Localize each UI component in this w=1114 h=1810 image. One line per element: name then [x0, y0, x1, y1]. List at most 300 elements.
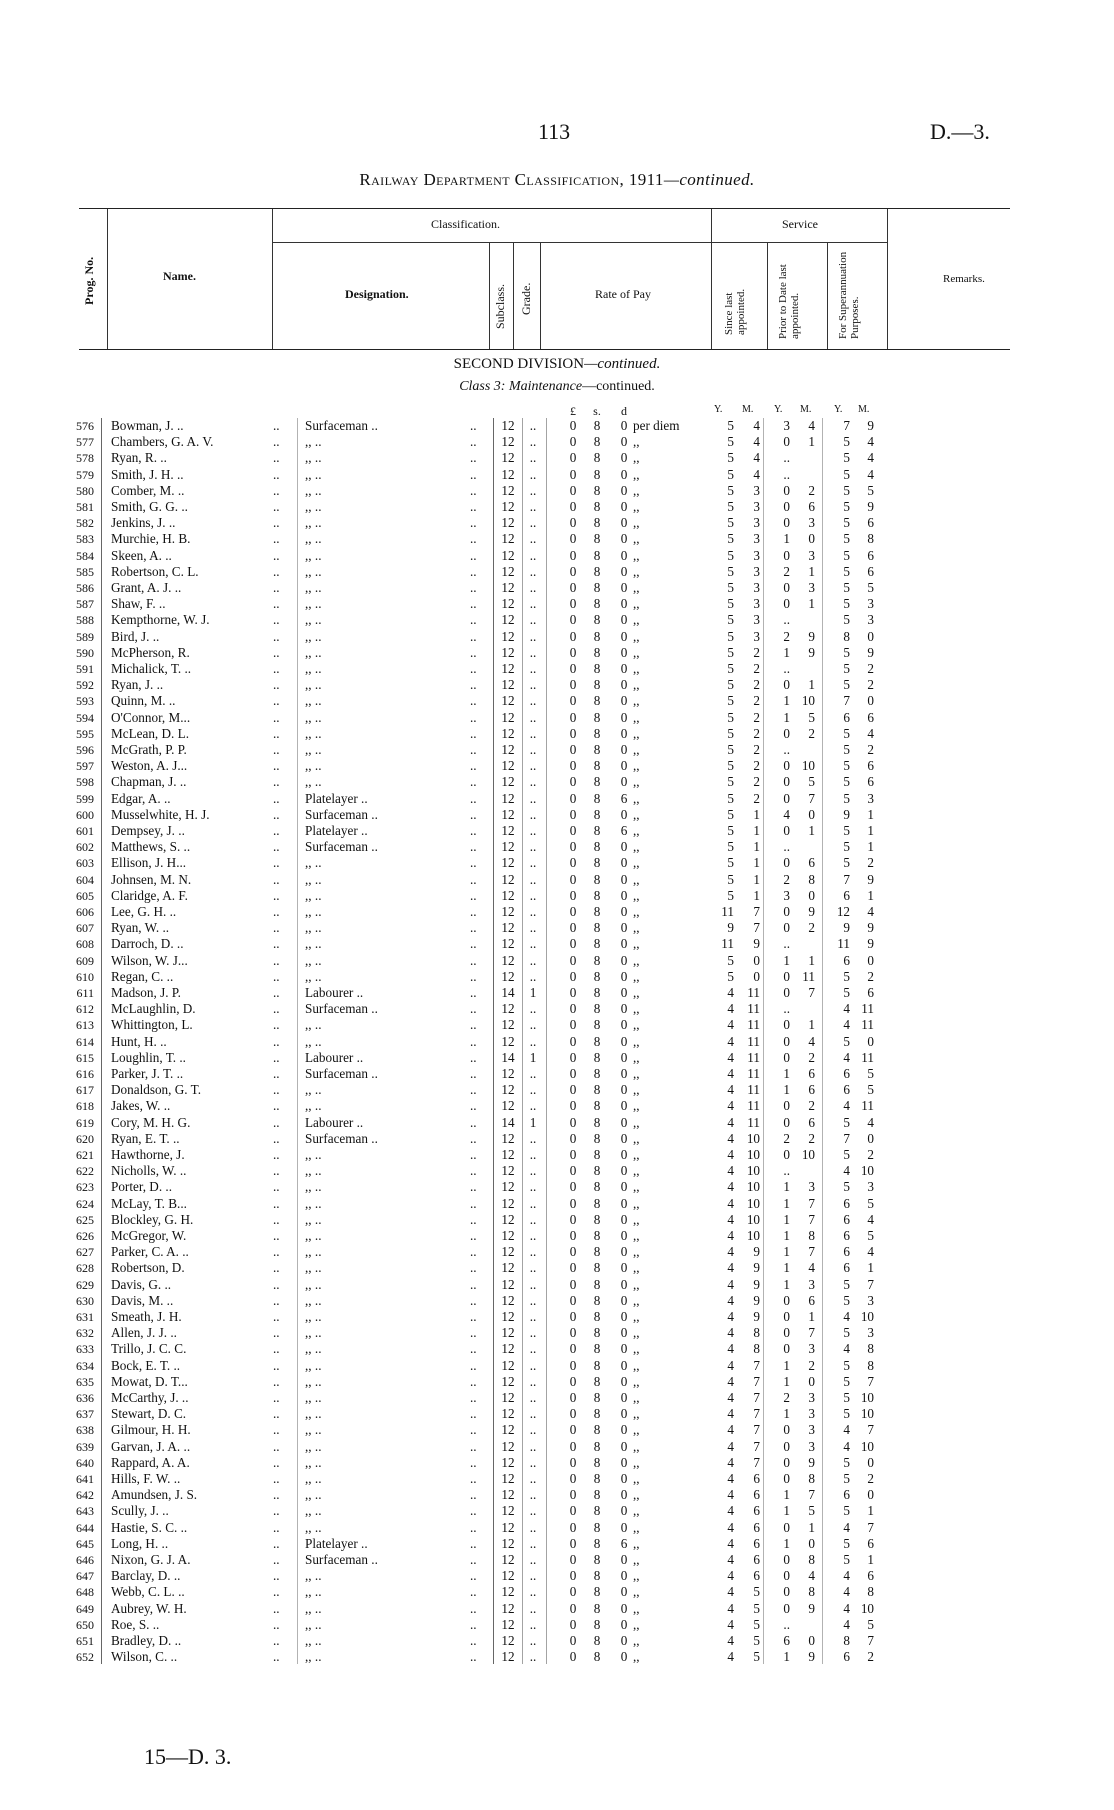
leader-dots: ..: [470, 1082, 477, 1098]
leader-dots: ..: [273, 1163, 280, 1179]
designation: ,, ..: [305, 434, 322, 450]
since-last-years: 5: [727, 661, 734, 676]
since-last-years: 4: [727, 985, 734, 1000]
prog-no: 593: [76, 694, 94, 709]
table-row: [0, 1601, 1114, 1617]
pay-period: ,,: [633, 628, 640, 644]
pay-pounds: 0: [569, 1649, 577, 1665]
prog-no: 616: [76, 1067, 94, 1081]
prog-no: 644: [76, 1520, 94, 1535]
prior-months: 4: [808, 1260, 815, 1276]
subclass: 14: [501, 985, 515, 1000]
pay-pounds: 0: [569, 1001, 577, 1017]
prog-no: 583: [76, 532, 94, 547]
pay-shillings: 8: [593, 1503, 601, 1519]
leader-dots: ..: [273, 1114, 280, 1130]
superannuation-months: 3: [867, 1292, 874, 1308]
subclass: 12: [501, 839, 515, 855]
employee-name: Johnsen, M. N.: [111, 871, 192, 887]
superannuation-years: 8: [843, 1633, 850, 1648]
pay-pounds: 0: [569, 1228, 577, 1243]
prog-no: 592: [76, 678, 94, 693]
header-superannuation: For Superannuation Purposes.: [837, 251, 861, 339]
subclass: 12: [501, 596, 515, 612]
since-last-years: 4: [727, 1471, 734, 1486]
leader-dots: ..: [470, 1195, 477, 1211]
subclass: 12: [501, 806, 515, 822]
prog-no: 648: [76, 1585, 94, 1600]
grade: ..: [529, 1309, 537, 1324]
pay-pence: 6: [620, 823, 628, 838]
subclass: 12: [501, 1292, 515, 1308]
employee-name: Jenkins, J. ..: [111, 515, 176, 531]
employee-name: Hastie, S. C. ..: [111, 1519, 188, 1535]
prior-months: 5: [808, 1503, 815, 1519]
header-remarks: Remarks.: [943, 273, 985, 285]
pay-period: ,,: [633, 1649, 640, 1665]
since-last-months: 10: [746, 1195, 760, 1211]
pay-pence: 0: [620, 499, 628, 514]
leader-dots: ..: [470, 628, 477, 644]
title-continued: —continued.: [663, 170, 755, 189]
superannuation-months: 6: [867, 758, 874, 774]
page-title: [0, 170, 1114, 190]
prior-months: 1: [808, 563, 815, 579]
designation: ,, ..: [305, 499, 322, 514]
pay-pence: 0: [620, 1163, 628, 1179]
pay-shillings: 8: [593, 742, 601, 757]
leader-dots: ..: [470, 482, 477, 498]
pay-pounds: 0: [569, 1422, 577, 1438]
prior-years: ..: [783, 450, 790, 466]
designation: ,, ..: [305, 887, 322, 903]
grade: ..: [529, 515, 537, 531]
pay-shillings: 8: [593, 1373, 601, 1389]
superannuation-years: 5: [843, 758, 850, 774]
table-row: [0, 872, 1114, 888]
leader-dots: ..: [470, 1471, 477, 1486]
prog-no: 632: [76, 1326, 94, 1341]
designation: ,, ..: [305, 1649, 322, 1665]
since-last-months: 2: [753, 774, 760, 790]
pay-period: ,,: [633, 1292, 640, 1308]
pay-period: ,,: [633, 1600, 640, 1616]
pay-pence: 0: [620, 1406, 628, 1422]
prior-years: 0: [783, 1098, 790, 1114]
pay-shillings: 8: [593, 1163, 601, 1179]
leader-dots: ..: [470, 1535, 477, 1551]
grade: ..: [529, 612, 537, 628]
employee-name: Garvan, J. A. ..: [111, 1438, 191, 1454]
since-last-months: 3: [753, 628, 760, 644]
superannuation-years: 6: [843, 1066, 850, 1081]
prior-years: 0: [783, 758, 790, 774]
pay-shillings: 8: [593, 1082, 601, 1098]
prior-years: 0: [783, 499, 790, 514]
table-row: [0, 920, 1114, 936]
superannuation-years: 9: [843, 920, 850, 936]
leader-dots: ..: [470, 1179, 477, 1195]
subclass: 12: [501, 1017, 515, 1033]
since-last-months: 2: [753, 693, 760, 709]
grade: ..: [529, 1519, 537, 1535]
table-row: [0, 1455, 1114, 1471]
pay-period: ,,: [633, 1471, 640, 1486]
leader-dots: ..: [273, 1033, 280, 1049]
since-last-months: 11: [747, 1001, 760, 1017]
employee-name: Kempthorne, W. J.: [111, 612, 210, 628]
since-last-years: 5: [727, 482, 734, 498]
leader-dots: ..: [273, 742, 280, 757]
since-last-months: 11: [747, 985, 760, 1000]
pay-pounds: 0: [569, 725, 577, 741]
since-last-years: 4: [727, 1276, 734, 1292]
superannuation-months: 2: [867, 677, 874, 693]
superannuation-years: 5: [843, 823, 850, 838]
table-row: [0, 774, 1114, 790]
leader-dots: ..: [470, 1114, 477, 1130]
subclass: 12: [501, 742, 515, 757]
since-last-months: 10: [746, 1211, 760, 1227]
subclass: 12: [501, 612, 515, 628]
pay-pence: 0: [620, 418, 628, 433]
leader-dots: ..: [470, 774, 477, 790]
employee-name: Trillo, J. C. C.: [111, 1341, 187, 1357]
table-row: [0, 1179, 1114, 1195]
superannuation-years: 5: [843, 968, 850, 984]
grade: ..: [529, 1487, 537, 1503]
table-row: [0, 726, 1114, 742]
superannuation-months: 7: [867, 1373, 874, 1389]
leader-dots: ..: [470, 839, 477, 855]
page-footer: 15—D. 3.: [144, 1744, 232, 1769]
pay-pence: 0: [620, 1309, 628, 1324]
pay-period: ,,: [633, 1276, 640, 1292]
pay-shillings: 8: [593, 1568, 601, 1584]
employee-name: Hunt, H. ..: [111, 1033, 167, 1049]
subclass: 12: [501, 725, 515, 741]
header-prior-to-date: Prior to Date last appointed.: [777, 264, 801, 339]
grade: ..: [529, 855, 537, 871]
prior-years: 2: [783, 1390, 790, 1405]
superannuation-years: 5: [843, 531, 850, 547]
prior-months: 3: [808, 547, 815, 563]
designation: ,, ..: [305, 1357, 322, 1373]
superannuation-years: 5: [843, 1552, 850, 1567]
leader-dots: ..: [273, 1082, 280, 1098]
since-last-years: 4: [727, 1552, 734, 1567]
subclass: 12: [501, 1438, 515, 1454]
superannuation-months: 11: [861, 1098, 874, 1114]
superannuation-months: 9: [867, 920, 874, 936]
pay-pounds: 0: [569, 515, 577, 531]
pay-shillings: 8: [593, 936, 601, 952]
prog-no: 613: [76, 1018, 94, 1033]
pay-pence: 0: [620, 1114, 628, 1130]
superannuation-months: 3: [867, 596, 874, 612]
pay-period: ,,: [633, 1163, 640, 1179]
designation: ,, ..: [305, 1390, 322, 1405]
grade: ..: [529, 774, 537, 790]
pay-pence: 0: [620, 887, 628, 903]
employee-name: Robertson, D.: [111, 1260, 185, 1276]
pay-pence: 0: [620, 774, 628, 790]
table-row: [0, 1212, 1114, 1228]
pay-pence: 0: [620, 1017, 628, 1033]
prog-no: 636: [76, 1391, 94, 1405]
designation: ,, ..: [305, 855, 322, 871]
prog-no: 634: [76, 1358, 94, 1373]
leader-dots: ..: [470, 612, 477, 628]
leader-dots: ..: [273, 758, 280, 774]
employee-name: Cory, M. H. G.: [111, 1114, 191, 1130]
superannuation-years: 5: [843, 644, 850, 660]
pay-pounds: 0: [569, 677, 577, 693]
pay-shillings: 8: [593, 482, 601, 498]
leader-dots: ..: [470, 1211, 477, 1227]
superannuation-months: 10: [860, 1309, 874, 1324]
leader-dots: ..: [273, 1568, 280, 1584]
leader-dots: ..: [470, 985, 477, 1000]
prior-years: 0: [783, 790, 790, 806]
prior-years: 1: [783, 693, 790, 709]
superannuation-months: 5: [867, 482, 874, 498]
superannuation-years: 5: [843, 580, 850, 595]
table-row: [0, 1260, 1114, 1276]
pay-shillings: 8: [593, 1649, 601, 1665]
employee-name: Smith, G. G. ..: [111, 499, 188, 514]
pay-pounds: 0: [569, 1503, 577, 1519]
subclass: 12: [501, 434, 515, 450]
pay-shillings: 8: [593, 1519, 601, 1535]
prog-no: 624: [76, 1196, 94, 1211]
superannuation-years: 6: [843, 1649, 850, 1665]
grade: ..: [529, 823, 537, 838]
table-row: [0, 1536, 1114, 1552]
grade: ..: [529, 1179, 537, 1195]
employee-name: Barclay, D. ..: [111, 1568, 181, 1584]
pay-pounds: 0: [569, 1098, 577, 1114]
pay-pounds: 0: [569, 1519, 577, 1535]
prog-no: 576: [76, 419, 94, 433]
since-last-years: 4: [727, 1600, 734, 1616]
superannuation-months: 2: [867, 1471, 874, 1486]
grade: ..: [529, 709, 537, 725]
designation: ,, ..: [305, 936, 322, 952]
leader-dots: ..: [470, 1017, 477, 1033]
pay-pence: 0: [620, 1001, 628, 1017]
unit-months-2: M.: [800, 404, 812, 415]
pay-period: ,,: [633, 1179, 640, 1195]
subclass: 12: [501, 1130, 515, 1146]
pay-pence: 0: [620, 677, 628, 693]
since-last-months: 9: [753, 1244, 760, 1260]
pay-pounds: 0: [569, 1033, 577, 1049]
prog-no: 581: [76, 500, 94, 514]
superannuation-years: 5: [843, 1406, 850, 1422]
table-row: [0, 677, 1114, 693]
since-last-years: 9: [727, 920, 734, 936]
subclass: 12: [501, 1373, 515, 1389]
leader-dots: ..: [470, 1276, 477, 1292]
pay-pence: 0: [620, 920, 628, 936]
employee-name: Ellison, J. H...: [111, 855, 187, 871]
prior-months: 9: [808, 1454, 815, 1470]
prog-no: 585: [76, 564, 94, 579]
pay-pence: 0: [620, 547, 628, 563]
prior-months: 9: [808, 904, 815, 919]
leader-dots: ..: [470, 742, 477, 757]
since-last-months: 5: [753, 1633, 760, 1648]
employee-name: Lee, G. H. ..: [111, 904, 177, 919]
grade: ..: [529, 1568, 537, 1584]
table-row: [0, 1374, 1114, 1390]
designation: ,, ..: [305, 774, 322, 790]
since-last-months: 11: [747, 1066, 760, 1081]
table-row: [0, 1341, 1114, 1357]
superannuation-months: 9: [867, 936, 874, 952]
leader-dots: ..: [273, 709, 280, 725]
prog-no: 647: [76, 1569, 94, 1584]
leader-dots: ..: [470, 709, 477, 725]
employee-name: McGregor, W.: [111, 1228, 187, 1243]
prog-no: 639: [76, 1439, 94, 1454]
employee-name: Dempsey, J. ..: [111, 823, 185, 838]
leader-dots: ..: [273, 499, 280, 514]
since-last-years: 5: [727, 742, 734, 757]
table-row: [0, 953, 1114, 969]
pay-pounds: 0: [569, 418, 577, 433]
superannuation-years: 4: [843, 1422, 850, 1438]
prior-months: 10: [801, 1147, 815, 1162]
pay-shillings: 8: [593, 1292, 601, 1308]
prior-years: 0: [783, 1341, 790, 1357]
pay-shillings: 8: [593, 1600, 601, 1616]
prog-no: 631: [76, 1310, 94, 1324]
table-row: [0, 855, 1114, 871]
superannuation-months: 7: [867, 1276, 874, 1292]
pay-period: ,,: [633, 1357, 640, 1373]
superannuation-years: 5: [843, 515, 850, 531]
pay-shillings: 8: [593, 1147, 601, 1162]
employee-name: Davis, M. ..: [111, 1292, 174, 1308]
pay-pence: 0: [620, 985, 628, 1000]
leader-dots: ..: [273, 1390, 280, 1405]
since-last-months: 7: [753, 1454, 760, 1470]
employee-name: Smith, J. H. ..: [111, 466, 184, 482]
employee-name: Musselwhite, H. J.: [111, 806, 210, 822]
pay-pounds: 0: [569, 434, 577, 450]
since-last-months: 2: [753, 709, 760, 725]
subclass: 12: [501, 1211, 515, 1227]
since-last-months: 10: [746, 1179, 760, 1195]
since-last-years: 4: [727, 1163, 734, 1179]
since-last-months: 7: [753, 1373, 760, 1389]
designation: ,, ..: [305, 1422, 322, 1438]
since-last-months: 4: [753, 466, 760, 482]
leader-dots: ..: [273, 1633, 280, 1648]
since-last-months: 6: [753, 1471, 760, 1486]
superannuation-months: 8: [867, 1584, 874, 1600]
pay-pounds: 0: [569, 693, 577, 709]
grade: ..: [529, 1211, 537, 1227]
pay-period: ,,: [633, 968, 640, 984]
prog-no: 637: [76, 1407, 94, 1422]
subclass: 12: [501, 790, 515, 806]
prior-years: 1: [783, 1260, 790, 1276]
designation: Surfaceman ..: [305, 1552, 378, 1567]
superannuation-years: 4: [843, 1017, 850, 1033]
prog-no: 625: [76, 1212, 94, 1227]
subclass: 12: [501, 628, 515, 644]
prog-no: 646: [76, 1553, 94, 1567]
prog-no: 612: [76, 1002, 94, 1017]
prior-months: 1: [808, 1309, 815, 1324]
pay-pence: 0: [620, 1487, 628, 1503]
pay-pence: 0: [620, 952, 628, 968]
grade: ..: [529, 1600, 537, 1616]
leader-dots: ..: [273, 871, 280, 887]
pay-shillings: 8: [593, 1422, 601, 1438]
grade: ..: [529, 1649, 537, 1665]
superannuation-years: 5: [843, 1390, 850, 1405]
superannuation-years: 5: [843, 1535, 850, 1551]
grade: ..: [529, 450, 537, 466]
superannuation-months: 1: [867, 1260, 874, 1276]
prior-months: 10: [801, 758, 815, 774]
prior-months: 7: [808, 1195, 815, 1211]
subclass: 12: [501, 774, 515, 790]
pay-pence: 0: [620, 1147, 628, 1162]
since-last-months: 6: [753, 1568, 760, 1584]
grade: ..: [529, 1001, 537, 1017]
pay-pounds: 0: [569, 709, 577, 725]
employee-name: McLay, T. B...: [111, 1195, 187, 1211]
leader-dots: ..: [273, 823, 280, 838]
pay-shillings: 8: [593, 628, 601, 644]
prior-years: 1: [783, 1195, 790, 1211]
leader-dots: ..: [273, 855, 280, 871]
table-row: [0, 1422, 1114, 1438]
superannuation-months: 6: [867, 1568, 874, 1584]
table-row: [0, 969, 1114, 985]
since-last-years: 5: [727, 758, 734, 774]
pay-shillings: 8: [593, 1406, 601, 1422]
superannuation-months: 7: [867, 1519, 874, 1535]
leader-dots: ..: [470, 466, 477, 482]
grade: ..: [529, 1066, 537, 1081]
superannuation-years: 7: [843, 1130, 850, 1146]
pay-pence: 0: [620, 806, 628, 822]
employee-name: Chambers, G. A. V.: [111, 434, 214, 450]
prog-no: 605: [76, 888, 94, 903]
pay-pounds: 0: [569, 920, 577, 936]
pay-shillings: 8: [593, 1633, 601, 1648]
grade: 1: [529, 985, 537, 1000]
pay-pounds: 0: [569, 612, 577, 628]
prog-no: 618: [76, 1099, 94, 1114]
since-last-years: 5: [727, 871, 734, 887]
table-row: [0, 1196, 1114, 1212]
leader-dots: ..: [470, 1292, 477, 1308]
leader-dots: ..: [470, 1260, 477, 1276]
since-last-months: 10: [746, 1130, 760, 1146]
pay-shillings: 8: [593, 1211, 601, 1227]
table-row: [0, 612, 1114, 628]
table-row: [0, 1098, 1114, 1114]
superannuation-months: 7: [867, 1633, 874, 1648]
pay-pounds: 0: [569, 1584, 577, 1600]
